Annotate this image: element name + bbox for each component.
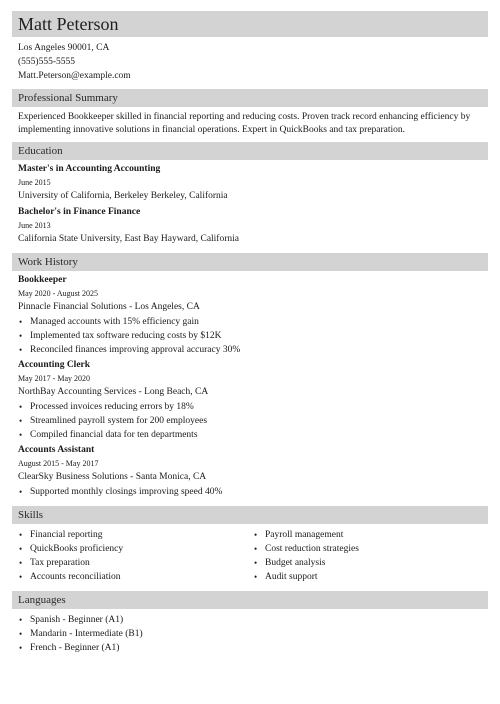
job-company: Pinnacle Financial Solutions - Los Angeles, CA: [18, 302, 200, 312]
languages-heading-bar: [12, 591, 488, 609]
list-item: • Streamlined payroll system for 200 employees: [19, 416, 208, 426]
contact-phone: (555)555-5555: [18, 57, 75, 67]
languages-heading: Languages: [18, 594, 66, 606]
school-name: University of California, Berkeley Berkeley, California: [18, 191, 228, 201]
summary-text: Experienced Bookkeeper skilled in financial reporting and reducing costs. Proven track record enhancing efficiency by implementing innovative solutions in financial operations. Expert in QuickBooks and tax preparation.: [18, 112, 471, 135]
skills-left-column: [18, 528, 253, 584]
bullet-icon: •: [19, 487, 23, 497]
job-title: Accounts Assistant: [18, 445, 95, 455]
bullet-icon: •: [19, 643, 23, 653]
work-heading-bar: [12, 253, 488, 271]
degree-title: Bachelor's in Finance Finance: [18, 207, 141, 217]
list-item: • Managed accounts with 15% efficiency gain: [19, 317, 199, 327]
job-dates: May 2020 - August 2025: [18, 289, 98, 298]
list-item: • Reconciled finances improving approval accuracy 30%: [19, 345, 241, 355]
degree-date: June 2015: [18, 178, 51, 187]
work-body: [12, 271, 488, 506]
list-item: • Processed invoices reducing errors by 18%: [19, 402, 194, 412]
bullet-icon: •: [19, 416, 23, 426]
list-item: • Financial reporting: [19, 530, 103, 540]
education-entry: [18, 206, 488, 247]
list-item: • Supported monthly closings improving speed 40%: [19, 487, 223, 497]
list-item: • Accounts reconciliation: [19, 572, 121, 582]
job-bullets: [18, 400, 488, 442]
bullet-icon: •: [19, 558, 23, 568]
bullet-icon: •: [19, 317, 23, 327]
job-entry: [18, 359, 488, 442]
education-entry: [18, 163, 488, 204]
job-title: Accounting Clerk: [18, 360, 91, 370]
skills-heading-bar: [12, 506, 488, 524]
list-item: • Tax preparation: [19, 558, 90, 568]
job-entry: [18, 444, 488, 499]
list-item: • Audit support: [254, 572, 318, 582]
bullet-icon: •: [254, 544, 258, 554]
bullet-icon: •: [19, 530, 23, 540]
bullet-icon: •: [254, 572, 258, 582]
work-heading: Work History: [18, 256, 78, 268]
job-bullets: [18, 485, 488, 499]
summary-heading-bar: [12, 89, 488, 107]
list-item: • QuickBooks proficiency: [19, 544, 124, 554]
job-title: Bookkeeper: [18, 275, 67, 285]
languages-list: [18, 613, 488, 655]
list-item: • Payroll management: [254, 530, 344, 540]
skills-grid: [18, 528, 488, 584]
bullet-icon: •: [19, 544, 23, 554]
list-item: • Spanish - Beginner (A1): [19, 615, 124, 625]
job-entry: [18, 274, 488, 357]
list-item: • Implemented tax software reducing costs by $12K: [19, 331, 222, 341]
bullet-icon: •: [19, 572, 23, 582]
summary-heading: Professional Summary: [18, 92, 118, 104]
contact-address: Los Angeles 90001, CA: [18, 43, 110, 53]
job-dates: May 2017 - May 2020: [18, 374, 90, 383]
list-item: • Budget analysis: [254, 558, 326, 568]
name-header-bar: [12, 11, 488, 37]
list-item: • Cost reduction strategies: [254, 544, 359, 554]
languages-body: [12, 609, 488, 655]
candidate-name: Matt Peterson: [18, 13, 119, 34]
bullet-icon: •: [19, 629, 23, 639]
education-heading-bar: [12, 142, 488, 160]
degree-title: Master's in Accounting Accounting: [18, 164, 161, 174]
school-name: California State University, East Bay Hayward, California: [18, 234, 239, 244]
bullet-icon: •: [19, 345, 23, 355]
skills-right-column: [253, 528, 488, 584]
bullet-icon: •: [19, 615, 23, 625]
education-heading: Education: [18, 145, 63, 157]
contact-info: [12, 39, 488, 89]
bullet-icon: •: [254, 530, 258, 540]
skills-body: [12, 524, 488, 591]
bullet-icon: •: [19, 430, 23, 440]
bullet-icon: •: [254, 558, 258, 568]
job-bullets: [18, 315, 488, 357]
job-dates: August 2015 - May 2017: [18, 459, 99, 468]
list-item: • French - Beginner (A1): [19, 643, 120, 653]
education-body: [12, 160, 488, 253]
list-item: • Compiled financial data for ten departments: [19, 430, 198, 440]
list-item: • Mandarin - Intermediate (B1): [19, 629, 143, 639]
bullet-icon: •: [19, 402, 23, 412]
job-company: ClearSky Business Solutions - Santa Monica, CA: [18, 472, 207, 482]
degree-date: June 2013: [18, 221, 51, 230]
contact-email: Matt.Peterson@example.com: [18, 71, 131, 81]
skills-heading: Skills: [18, 509, 44, 521]
bullet-icon: •: [19, 331, 23, 341]
job-company: NorthBay Accounting Services - Long Beach, CA: [18, 387, 209, 397]
